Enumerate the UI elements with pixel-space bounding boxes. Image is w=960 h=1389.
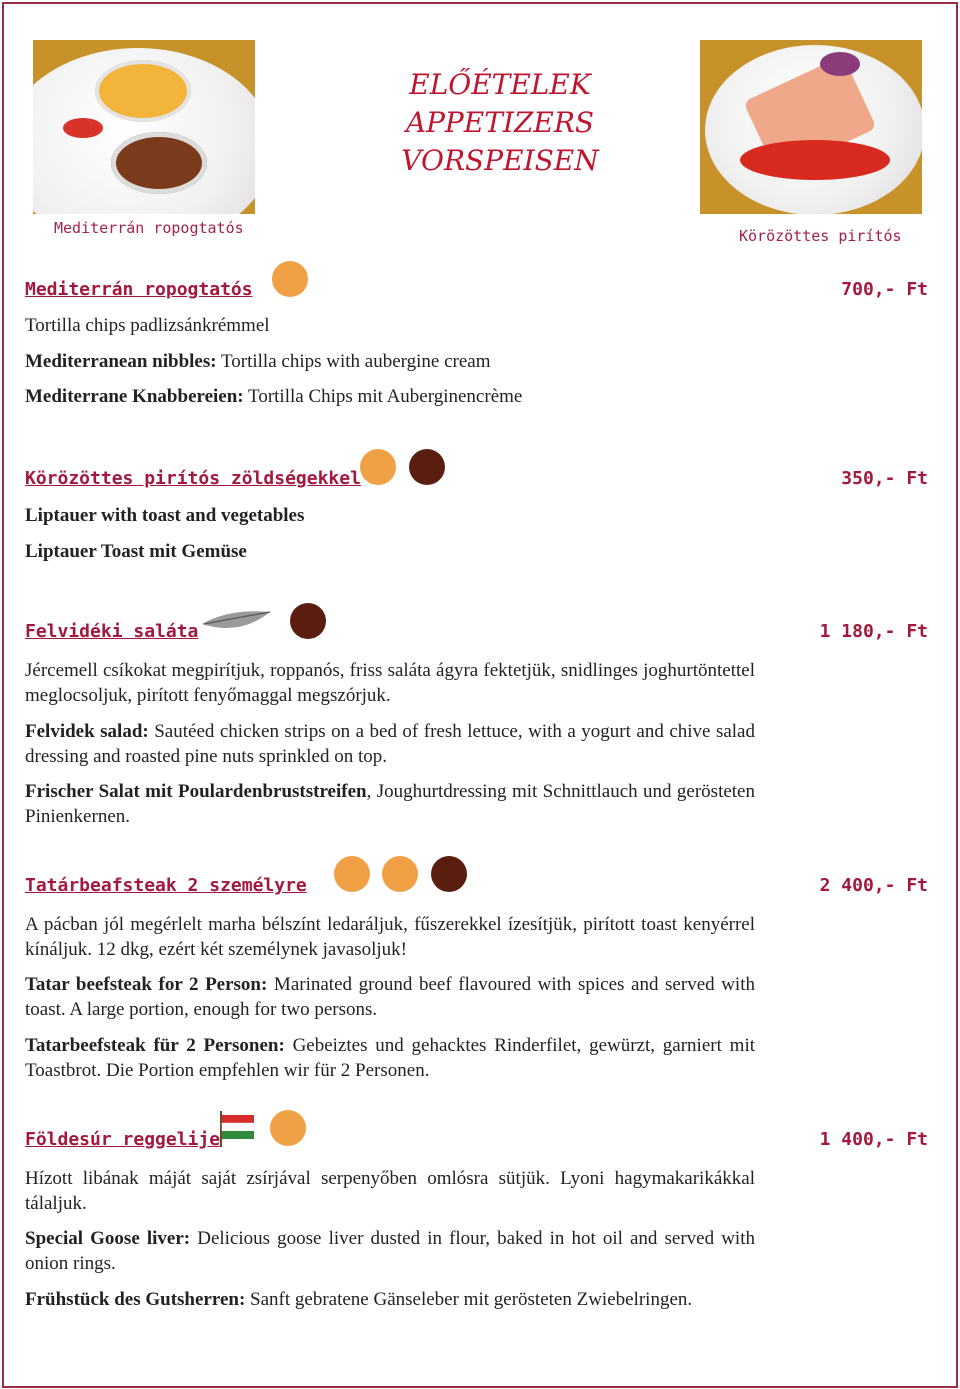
dish-description-en: Liptauer with toast and vegetables (25, 505, 305, 526)
milk-icon (431, 856, 467, 892)
dish-description-de: Mediterrane Knabbereien: Tortilla Chips mit Auberginencrème (25, 386, 523, 407)
dish-description-de: Liptauer Toast mit Gemüse (25, 541, 247, 562)
photo-mediterranean-nibbles (33, 40, 255, 214)
gluten-icon (270, 1110, 306, 1146)
dish-description-en: Tatar beefsteak for 2 Person: Marinated ground beef flavoured with spices and served with toast. A large portion, enough for two persons. (25, 974, 755, 1020)
heading-german: VORSPEISEN (401, 144, 599, 177)
gluten-icon (334, 856, 370, 892)
feather-icon (200, 606, 272, 636)
dish-description-en: Special Goose liver: Delicious goose liver dusted in flour, baked in hot oil and served with onion rings. (25, 1228, 755, 1274)
dish-description-hu: Tortilla chips padlizsánkrémmel (25, 315, 270, 336)
dish-description-en: Mediterranean nibbles: Tortilla chips with aubergine cream (25, 351, 491, 372)
photo-caption-right: Körözöttes pirítós (739, 227, 902, 245)
dish-description-de: Tatarbeefsteak für 2 Personen: Gebeiztes und gehacktes Rinderfilet, gewürzt, garniert mit Toastbrot. Die Portion empfehlen wir für 2 Personen. (25, 1035, 755, 1081)
menu-section-heading (360, 66, 640, 180)
dish-description-de: Frischer Salat mit Poulardenbruststreifen, Joughurtdressing mit Schnittlauch und gerösteten Pinienkernen. (25, 781, 755, 827)
dish-description-en: Felvidek salad: Sautéed chicken strips on a bed of fresh lettuce, with a yogurt and chive salad dressing and roasted pine nuts sprinkled on top. (25, 721, 755, 767)
dish-price: 1 180,- Ft (819, 621, 928, 642)
gluten-icon (272, 261, 308, 297)
dish-title-goose-liver: Földesúr reggelije (25, 1129, 221, 1150)
hungarian-flag-icon (218, 1111, 256, 1147)
dish-title-tartar-steak: Tatárbeafsteak 2 személyre (25, 875, 307, 896)
dish-description-hu: A pácban jól megérlelt marha bélszínt ledaráljuk, fűszerekkel ízesítjük, pirított toast kenyérrel kínáljuk. 12 dkg, ezért két személynek javasoljuk! (25, 914, 755, 960)
dish-price: 1 400,- Ft (819, 1129, 928, 1150)
dish-description-de: Frühstück des Gutsherren: Sanft gebratene Gänseleber mit gerösteten Zwiebelringen. (25, 1289, 693, 1310)
dish-price: 700,- Ft (841, 279, 928, 300)
milk-icon (409, 449, 445, 485)
dish-description-hu: Hízott libának máját saját zsírjával serpenyőben omlósra sütjük. Lyoni hagymakarikákkal tálaljuk. (25, 1168, 755, 1214)
milk-icon (290, 603, 326, 639)
dish-title-felvideki-salad: Felvidéki saláta (25, 621, 199, 642)
dish-title-liptauer: Körözöttes pirítós zöldségekkel (25, 468, 361, 489)
heading-english: APPETIZERS (405, 106, 595, 139)
dish-title-mediterranean: Mediterrán ropogtatós (25, 279, 253, 300)
heading-hungarian: ELŐÉTELEK (409, 68, 591, 101)
dish-price: 350,- Ft (841, 468, 928, 489)
photo-caption-left: Mediterrán ropogtatós (54, 219, 244, 237)
gluten-icon (360, 449, 396, 485)
photo-liptauer-toast (700, 40, 922, 214)
dish-price: 2 400,- Ft (819, 875, 928, 896)
dish-description-hu: Jércemell csíkokat megpirítjuk, roppanós, friss saláta ágyra fektetjük, snidlinges joghurtöntettel meglocsoljuk, pirított fenyőmaggal megszórjuk. (25, 660, 755, 706)
egg-icon (382, 856, 418, 892)
